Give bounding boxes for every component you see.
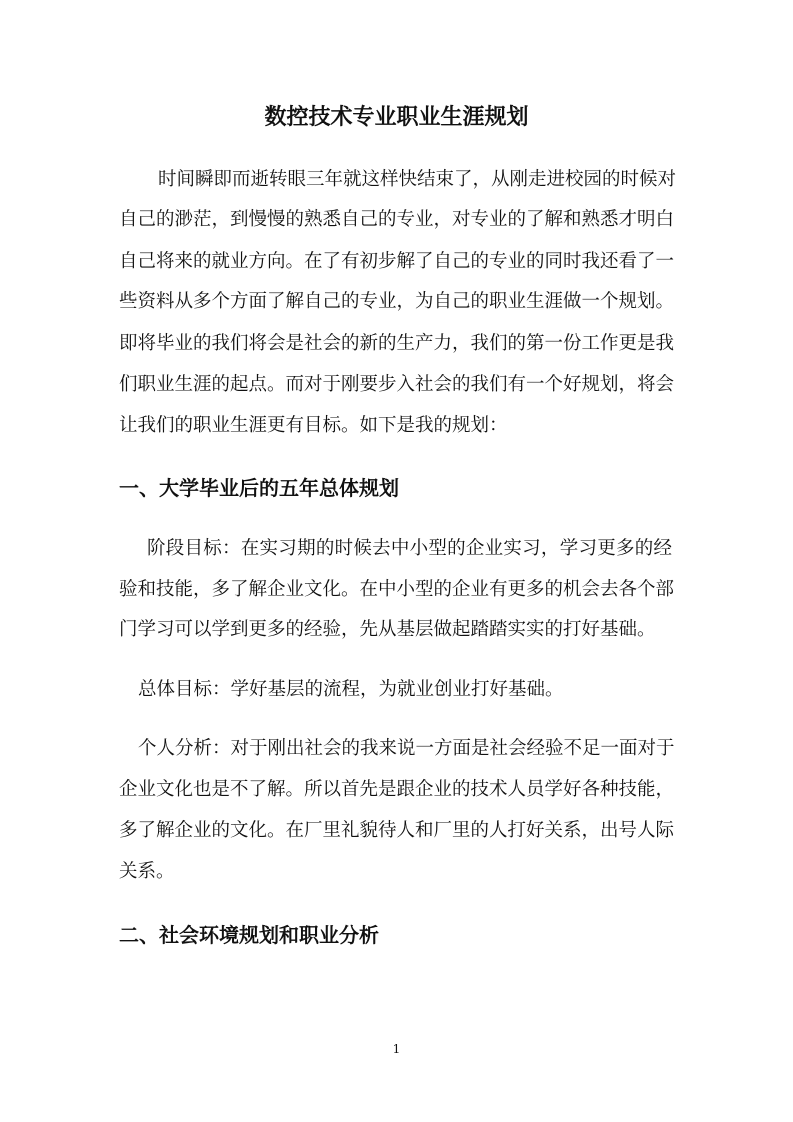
- section-heading-1: 一、大学毕业后的五年总体规划: [119, 476, 399, 500]
- overall-goal-paragraph: 总体目标：学好基层的流程，为就业创业打好基础。: [138, 679, 564, 700]
- text-line: 让我们的职业生涯更有目标。如下是我的规划：: [119, 415, 508, 436]
- text-line: 多了解企业的文化。在厂里礼貌待人和厂里的人打好关系，出号人际: [119, 820, 675, 841]
- text-line: 时间瞬即而逝转眼三年就这样快结束了，从刚走进校园的时候对: [158, 169, 677, 190]
- text-line: 门学习可以学到更多的经验，先从基层做起踏踏实实的打好基础。: [119, 619, 656, 640]
- text-line: 自己将来的就业方向。在了有初步解了自己的专业的同时我还看了一: [119, 251, 675, 272]
- text-line: 们职业生涯的起点。而对于刚要步入社会的我们有一个好规划，将会: [119, 374, 675, 395]
- text-line: 验和技能，多了解企业文化。在中小型的企业有更多的机会去各个部: [119, 579, 675, 600]
- text-line: 企业文化也是不了解。所以首先是跟企业的技术人员学好各种技能，: [119, 779, 675, 800]
- page-number: 1: [392, 1042, 401, 1056]
- document-title: 数控技术专业职业生涯规划: [264, 105, 529, 130]
- text-line: 即将毕业的我们将会是社会的新的生产力，我们的第一份工作更是我: [119, 333, 675, 354]
- text-line: 阶段目标：在实习期的时候去中小型的企业实习，学习更多的经: [147, 538, 672, 559]
- section-heading-2: 二、社会环境规划和职业分析: [119, 923, 379, 947]
- text-line: 些资料从多个方面了解自己的专业，为自己的职业生涯做一个规划。: [119, 291, 675, 312]
- text-line: 自己的渺茫，到慢慢的熟悉自己的专业，对专业的了解和熟悉才明白: [119, 209, 675, 230]
- text-line: 个人分析：对于刚出社会的我来说一方面是社会经验不足一面对于: [138, 738, 675, 759]
- text-line: 关系。: [119, 861, 175, 882]
